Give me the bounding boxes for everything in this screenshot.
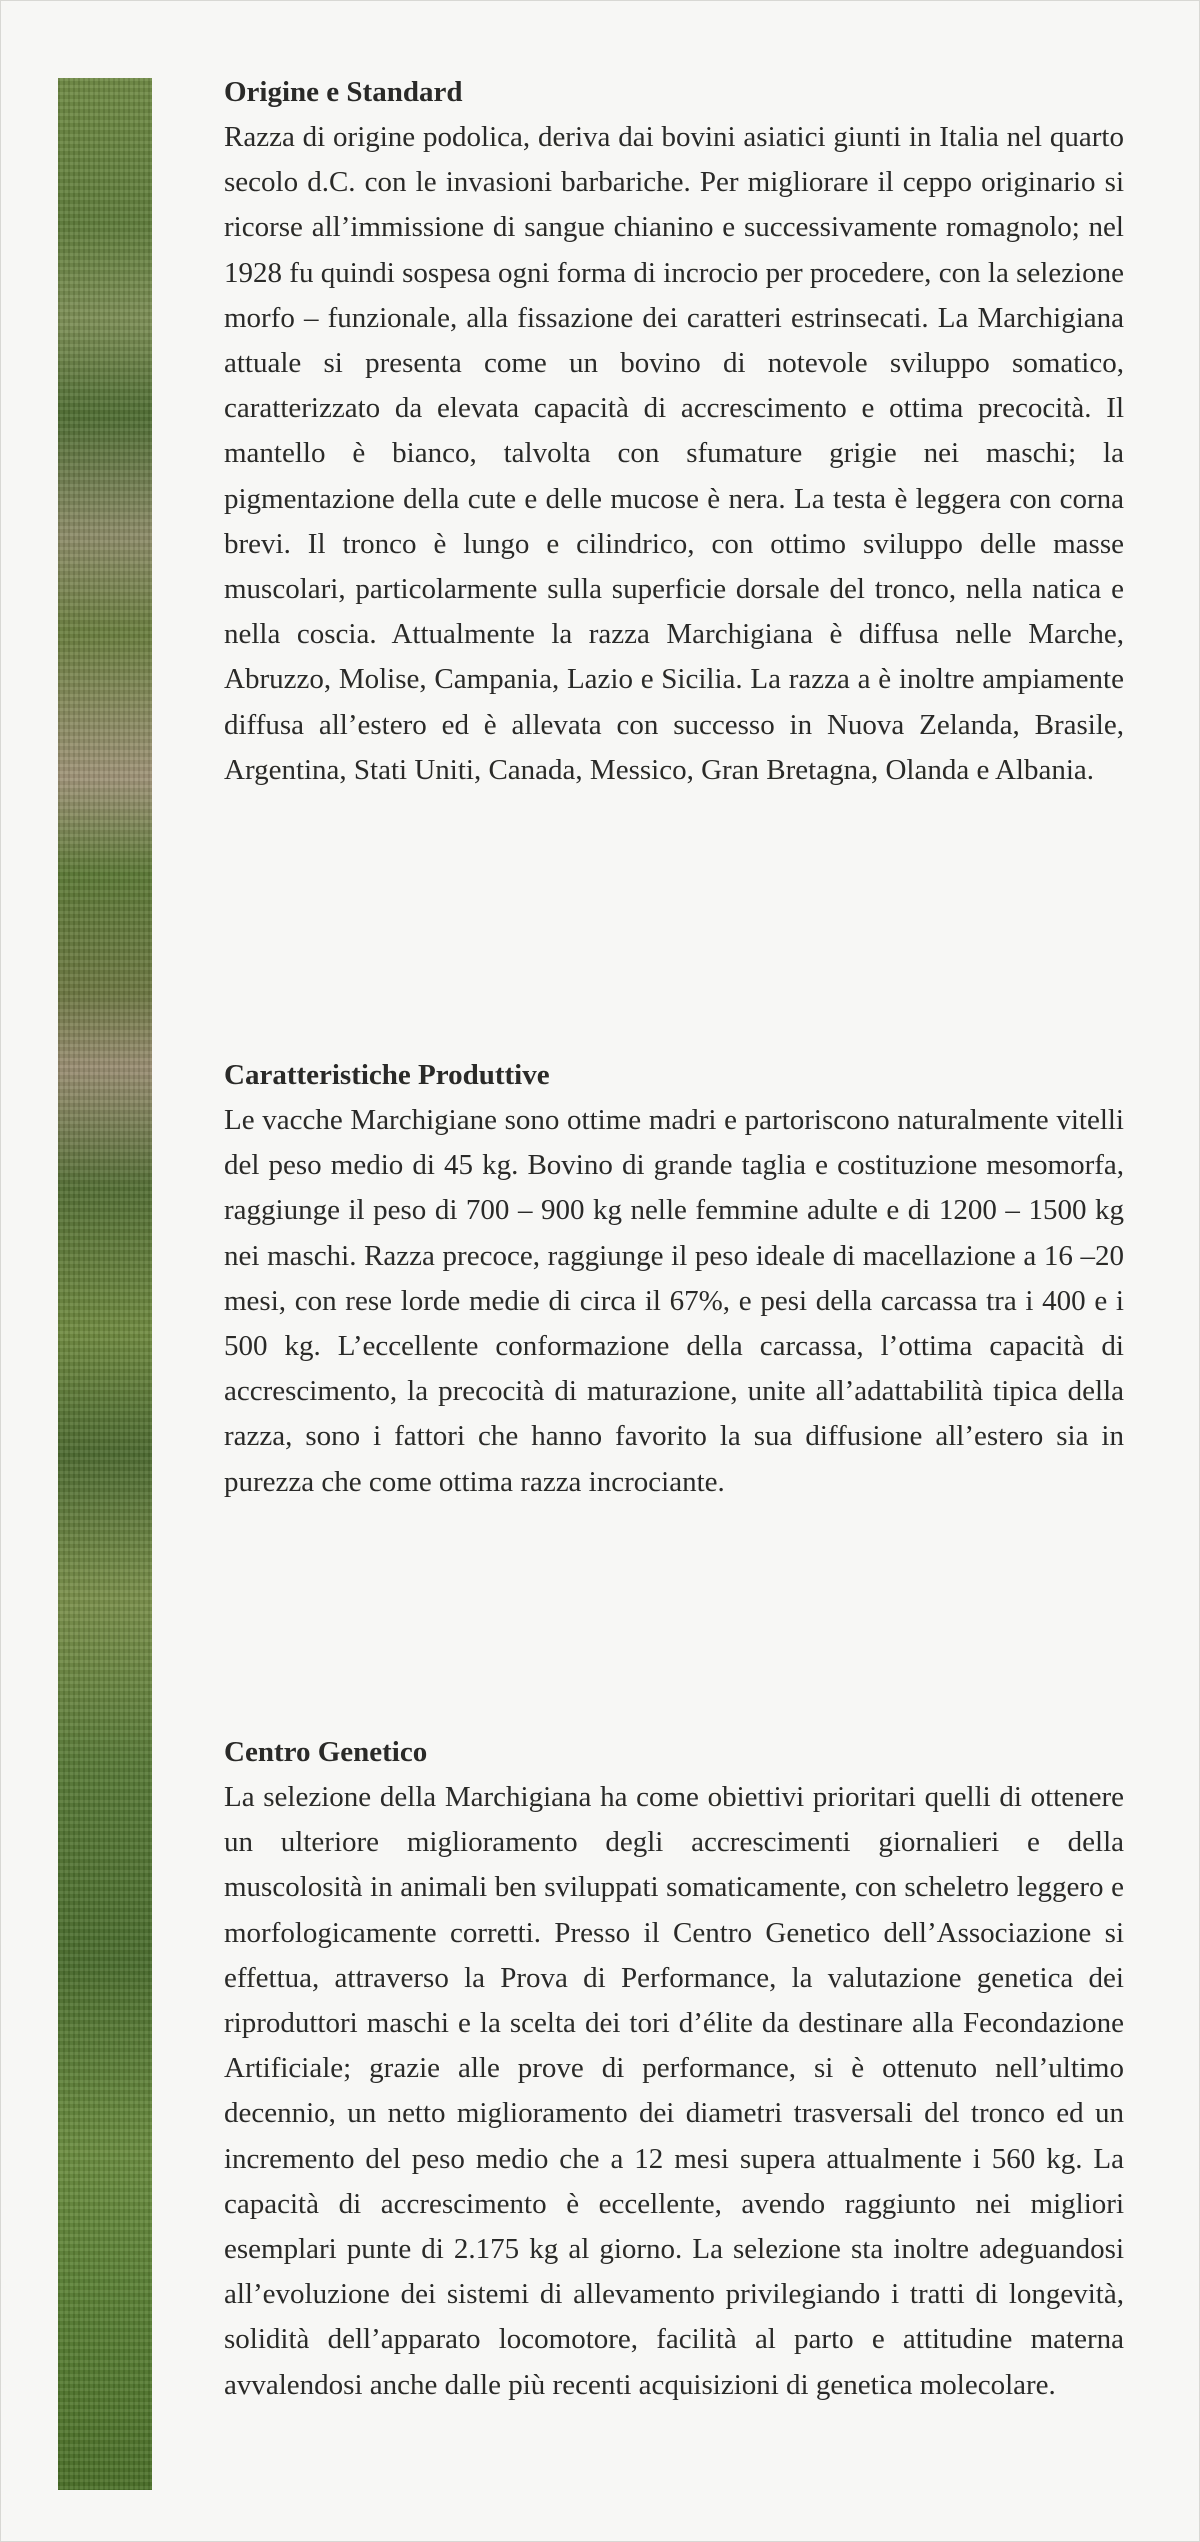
section-body: Razza di origine podolica, deriva dai bovini asiatici giunti in Italia nel quarto secolo d.C. con le invasioni barbariche. Per migliorare il ceppo originario si ricorse all’immissione di sangue chianino e successivamente romagnolo; nel 1928 fu quindi sospesa ogni forma di incrocio per procedere, con la selezione morfo – funzionale, alla fissazione dei caratteri estrinsecati. La Marchigiana attuale si presenta come un bovino di notevole sviluppo somatico, caratterizzato da elevata capacità di accrescimento e ottima precocità. Il mantello è bianco, talvolta con sfumature grigie nei maschi; la pigmentazione della cute e delle mucose è nera. La testa è leggera con corna brevi. Il tronco è lungo e cilindrico, con ottimo sviluppo delle masse muscolari, particolarmente sulla superficie dorsale del tronco, nella natica e nella coscia. Attualmente la razza Marchigiana è diffusa nelle Marche, Abruzzo, Molise, Campania, Lazio e Sicilia. La razza a è inoltre ampiamente diffusa all’estero ed è allevata con successo in Nuova Zelanda, Brasile, Argentina, Stati Uniti, Canada, Messico, Gran Bretagna, Olanda e Albania. — [224, 121, 1124, 786]
section-title: Centro Genetico — [224, 1736, 428, 1768]
section-title: Origine e Standard — [224, 76, 463, 108]
section-title: Caratteristiche Produttive — [224, 1059, 550, 1091]
section-caratteristiche-produttive — [224, 1053, 1124, 1505]
grass-photo-strip — [58, 78, 152, 2490]
section-body: La selezione della Marchigiana ha come obiettivi prioritari quelli di ottenere un ulteriore miglioramento degli accrescimenti giornalieri e della muscolosità in animali ben sviluppati somaticamente, con scheletro leggero e morfologicamente corretti. Presso il Centro Genetico dell’Associazione si effettua, attraverso la Prova di Performance, la valutazione genetica dei riproduttori maschi e la scelta dei tori d’élite da destinare alla Fecondazione Artificiale; grazie alle prove di performance, si è ottenuto nell’ultimo decennio, un netto miglioramento dei diametri trasversali del tronco ed un incremento del peso medio che a 12 mesi supera attualmente i 560 kg. La capacità di accrescimento è eccellente, avendo raggiunto nei migliori esemplari punte di 2.175 kg al giorno. La selezione sta inoltre adeguandosi all’evoluzione dei sistemi di allevamento privilegiando i tratti di longevità, solidità dell’apparato locomotore, facilità al parto e attitudine materna avvalendosi anche dalle più recenti acquisizioni di genetica molecolare. — [224, 1781, 1124, 2401]
section-centro-genetico — [224, 1730, 1124, 2408]
section-body: Le vacche Marchigiane sono ottime madri e partoriscono naturalmente vitelli del peso medio di 45 kg. Bovino di grande taglia e costituzione mesomorfa, raggiunge il peso di 700 – 900 kg nelle femmine adulte e di 1200 – 1500 kg nei maschi. Razza precoce, raggiunge il peso ideale di macellazione a 16 –20 mesi, con rese lorde medie di circa il 67%, e pesi della carcassa tra i 400 e i 500 kg. L’eccellente conformazione della carcassa, l’ottima capacità di accrescimento, la precocità di maturazione, unite all’adattabilità tipica della razza, sono i fattori che hanno favorito la sua diffusione all’estero sia in purezza che come ottima razza incrociante. — [224, 1104, 1124, 1498]
section-origine-e-standard — [224, 70, 1124, 793]
